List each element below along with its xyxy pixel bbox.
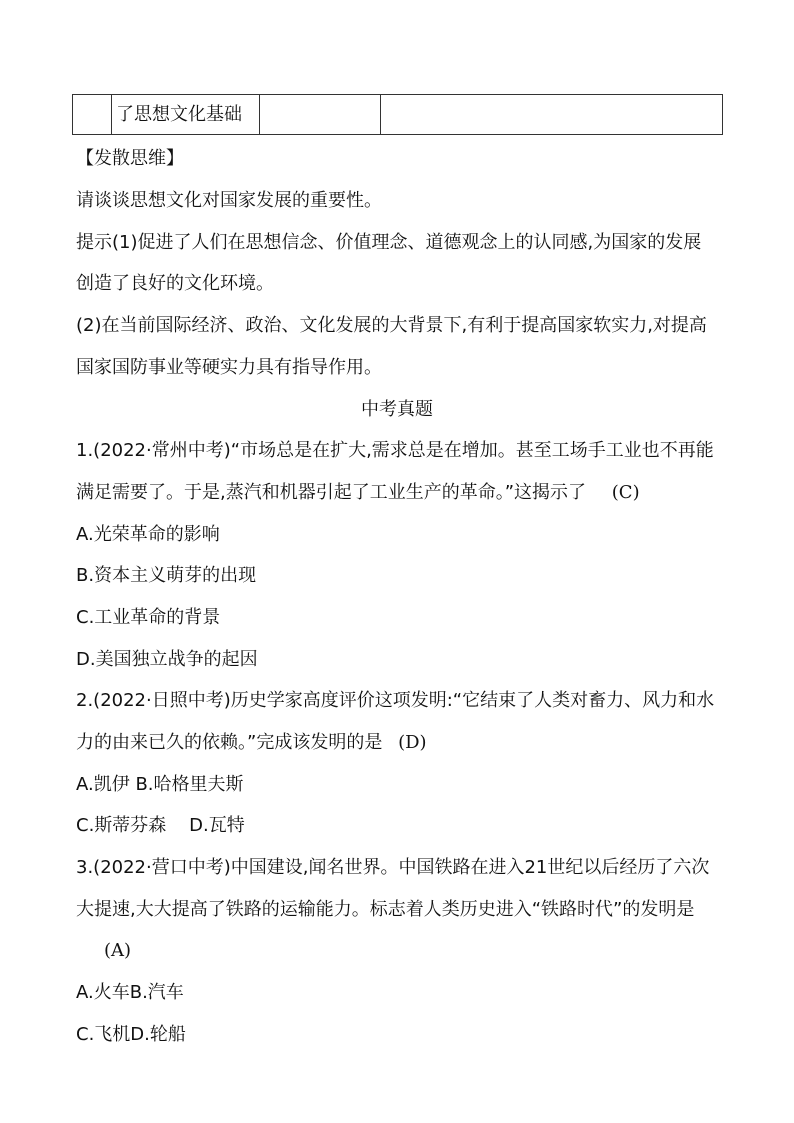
table-cell-content: 了思想文化基础 [112, 95, 260, 135]
table-cell-empty-wide [381, 95, 723, 135]
question-2-line-1: 2.(2022·日照中考)历史学家高度评价这项发明:“它结束了人类对畜力、风力和水 [76, 690, 715, 711]
question-2-answer: (D) [398, 732, 427, 753]
question-2-options-line-1: A.凯伊 B.哈格里夫斯 [76, 774, 244, 795]
question-3-answer: (A) [104, 940, 132, 961]
question-3-options-line-2: C.飞机D.轮船 [76, 1024, 186, 1045]
question-1-stem-end: 满足需要了。于是,蒸汽和机器引起了工业生产的革命。”这揭示了 [76, 482, 587, 503]
question-3-line-2: 大提速,大大提高了铁路的运输能力。标志着人类历史进入“铁路时代”的发明是 [76, 899, 695, 920]
hint-1-line-1: 提示(1)促进了人们在思想信念、价值理念、道德观念上的认同感,为国家的发展 [76, 232, 702, 253]
question-1-option-a: A.光荣革命的影响 [76, 524, 220, 545]
summary-table-fragment [72, 94, 723, 135]
question-3-line-1: 3.(2022·营口中考)中国建设,闻名世界。中国铁路在进入21世纪以后经历了六次 [76, 857, 710, 878]
table-cell-index [73, 95, 112, 135]
question-1-option-c: C.工业革命的背景 [76, 607, 221, 628]
table-row [73, 95, 723, 135]
hint-2-line-1: (2)在当前国际经济、政治、文化发展的大背景下,有利于提高国家软实力,对提高 [76, 315, 707, 336]
hint-1-line-2: 创造了良好的文化环境。 [76, 273, 274, 294]
section-label: 【发散思维】 [76, 148, 184, 169]
question-1-answer: (C) [611, 482, 640, 503]
question-2-stem-end: 力的由来已久的依赖。”完成该发明的是 [76, 732, 383, 753]
question-1-line-1: 1.(2022·常州中考)“市场总是在扩大,需求总是在增加。甚至工场手工业也不再能 [76, 440, 714, 461]
question-1-option-d: D.美国独立战争的起因 [76, 649, 258, 670]
question-2-line-2 [76, 731, 427, 755]
exam-section-heading: 中考真题 [361, 399, 433, 420]
table-cell-empty [260, 95, 381, 135]
divergent-question: 请谈谈思想文化对国家发展的重要性。 [76, 190, 382, 211]
hint-2-line-2: 国家国防事业等硬实力具有指导作用。 [76, 357, 382, 378]
question-1-line-2 [76, 481, 640, 505]
question-3-options-line-1: A.火车B.汽车 [76, 982, 184, 1003]
question-1-option-b: B.资本主义萌芽的出现 [76, 565, 257, 586]
question-2-options-line-2: C.斯蒂芬森 D.瓦特 [76, 815, 245, 836]
